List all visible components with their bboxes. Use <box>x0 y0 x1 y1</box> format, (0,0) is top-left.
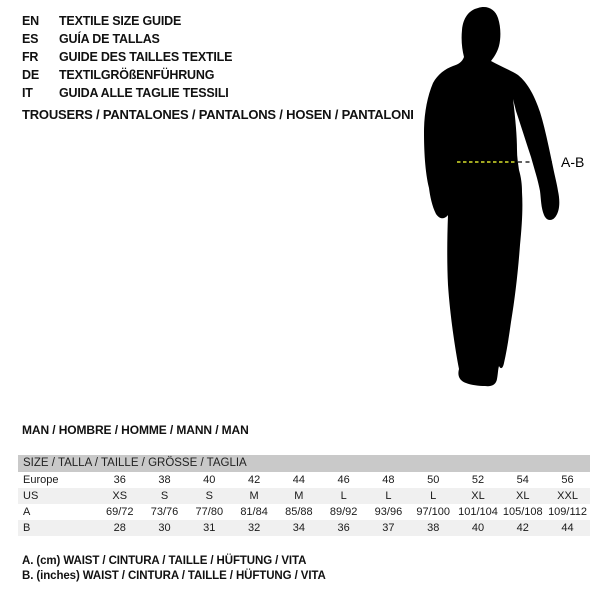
category-title: TROUSERS / PANTALONES / PANTALONS / HOSEN / PANTALONI <box>22 107 414 122</box>
language-guide-list <box>22 12 232 102</box>
table-cell: 42 <box>516 522 529 534</box>
table-cell: 101/104 <box>458 506 498 518</box>
language-label: GUÍA DE TALLAS <box>59 32 160 46</box>
table-cell: 44 <box>561 522 574 534</box>
table-cell: XL <box>471 490 485 502</box>
size-table-header: SIZE / TALLA / TAILLE / GRÖSSE / TAGLIA <box>18 455 590 472</box>
table-cell: 38 <box>158 474 171 486</box>
size-table <box>18 455 590 536</box>
table-cell: 77/80 <box>195 506 224 518</box>
table-cell: L <box>385 490 392 502</box>
table-cell: 105/108 <box>502 506 543 518</box>
table-cell: XXL <box>557 490 578 502</box>
language-row-en <box>22 12 232 30</box>
table-cell: M <box>249 490 259 502</box>
row-label: B <box>23 522 31 534</box>
table-cell: 54 <box>516 474 529 486</box>
table-cell: 42 <box>247 474 261 486</box>
table-cell: 44 <box>292 474 305 486</box>
table-cell: L <box>340 490 347 502</box>
language-row-fr <box>22 48 232 66</box>
table-cell: 93/96 <box>374 506 403 518</box>
man-silhouette-figure <box>395 0 600 400</box>
table-row-a-cm <box>18 504 590 520</box>
language-code: FR <box>22 50 39 64</box>
table-cell: 28 <box>113 522 126 534</box>
language-label: GUIDE DES TAILLES TEXTILE <box>59 50 233 64</box>
language-label: TEXTILGRÖßENFÜHRUNG <box>59 68 215 82</box>
table-cell: 30 <box>158 522 171 534</box>
row-label: Europe <box>23 474 59 486</box>
table-cell: 73/76 <box>150 506 179 518</box>
table-cell: 36 <box>337 522 350 534</box>
table-cell: L <box>430 490 437 502</box>
table-cell: 52 <box>471 474 485 486</box>
table-cell: 81/84 <box>240 506 268 518</box>
table-cell: 85/88 <box>285 506 313 518</box>
language-code: DE <box>22 68 39 82</box>
note-b-inches: B. (inches) WAIST / CINTURA / TAILLE / HÜFTUNG / VITA <box>22 570 326 582</box>
language-code: ES <box>22 32 39 46</box>
table-cell: 97/100 <box>416 506 451 518</box>
waist-measure-label: A-B <box>561 154 585 170</box>
table-cell: 37 <box>382 522 395 534</box>
language-row-it <box>22 84 232 102</box>
table-cell: 34 <box>292 522 305 534</box>
table-cell: 38 <box>427 522 440 534</box>
section-heading-man: MAN / HOMBRE / HOMME / MANN / MAN <box>22 423 249 437</box>
table-cell: 109/112 <box>548 506 588 518</box>
table-cell: M <box>294 490 304 502</box>
table-cell: 56 <box>561 474 574 486</box>
table-row-b-inches <box>18 520 590 536</box>
man-silhouette <box>424 7 559 386</box>
table-cell: XL <box>516 490 530 502</box>
table-cell: 40 <box>203 474 216 486</box>
table-cell: 46 <box>337 474 350 486</box>
language-row-es <box>22 30 232 48</box>
row-label: A <box>23 506 31 518</box>
table-cell: 31 <box>203 522 216 534</box>
table-row-us <box>18 488 590 504</box>
table-cell: 36 <box>113 474 126 486</box>
table-cell: 40 <box>471 522 485 534</box>
table-cell: S <box>160 490 169 502</box>
table-cell: 69/72 <box>105 506 134 518</box>
language-label: GUIDA ALLE TAGLIE TESSILI <box>59 86 229 100</box>
table-cell: S <box>205 490 213 502</box>
language-code: EN <box>22 14 39 28</box>
table-row-europe <box>18 472 590 488</box>
language-row-de <box>22 66 232 84</box>
language-label: TEXTILE SIZE GUIDE <box>59 14 182 28</box>
table-cell: 89/92 <box>329 506 358 518</box>
language-code: IT <box>22 86 33 100</box>
table-cell: XS <box>112 490 128 502</box>
table-cell: 48 <box>382 474 395 486</box>
row-label: US <box>23 490 39 502</box>
note-a-cm: A. (cm) WAIST / CINTURA / TAILLE / HÜFTUNG / VITA <box>22 555 307 567</box>
table-cell: 50 <box>427 474 440 486</box>
table-cell: 32 <box>247 522 261 534</box>
measurement-notes <box>22 554 326 584</box>
